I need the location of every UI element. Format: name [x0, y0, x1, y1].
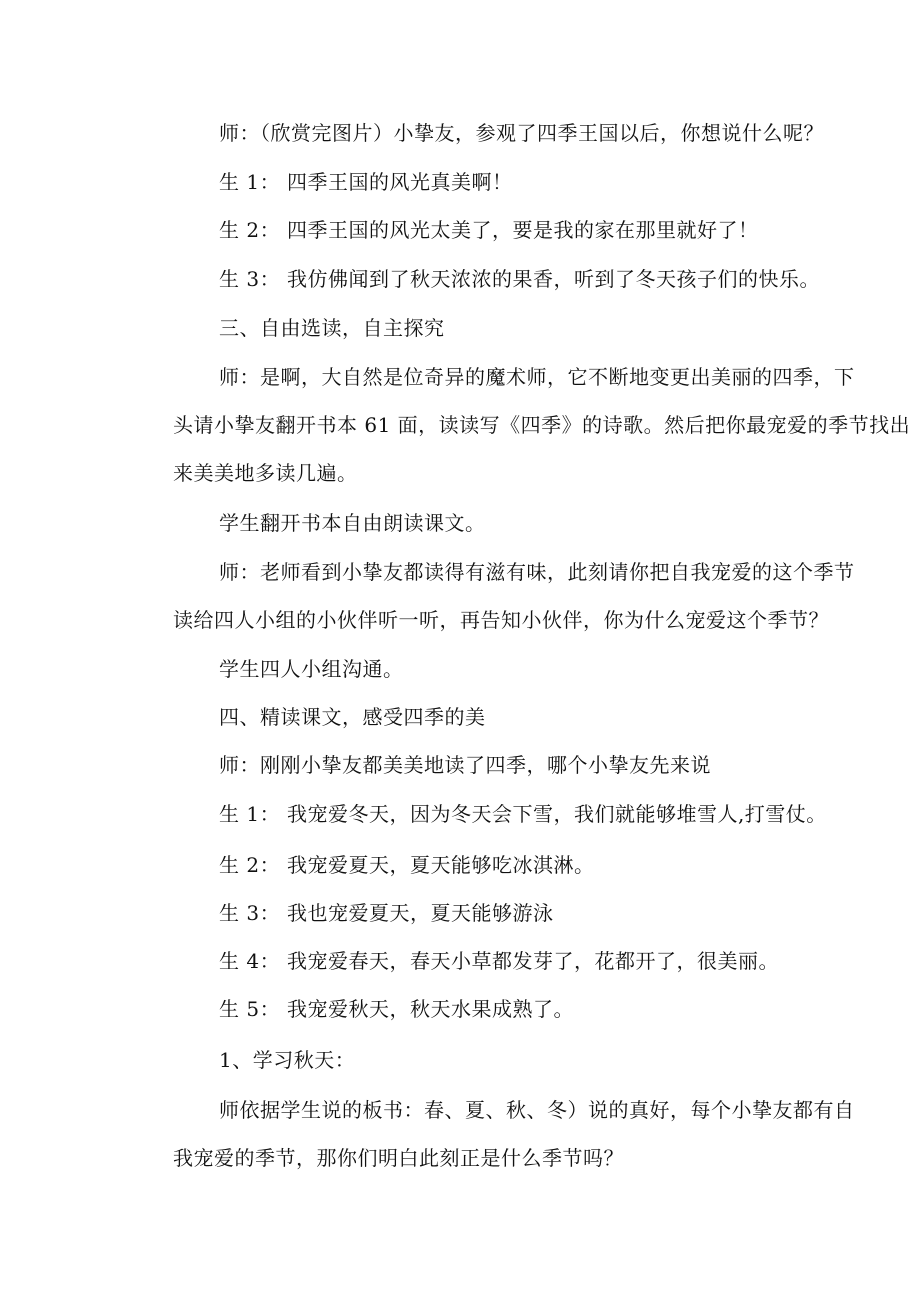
paragraph-teacher-instruction: [173, 367, 910, 483]
paragraph-line: 来美美地多读几遍。: [173, 461, 358, 485]
paragraph-group-talk: 学生四人小组沟通。: [219, 657, 404, 681]
paragraph-line: 师：老师看到小挚友都读得有滋有味，此刻请你把自我宠爱的这个季节: [219, 560, 855, 584]
paragraph-line: 我宠爱的季节，那你们明白此刻正是什么季节吗？: [173, 1146, 624, 1170]
paragraph-line: 头请小挚友翻开书本 61 面，读读写《四季》的诗歌。然后把你最宠爱的季节找出: [173, 413, 911, 437]
paragraph-students-read: 学生翻开书本自由朗读课文。: [219, 511, 486, 535]
paragraph-line: 师：是啊，大自然是位奇异的魔术师，它不断地变更出美丽的四季，下: [219, 365, 855, 389]
paragraph-answer-4: 生 4： 我宠爱春天，春天小草都发芽了，花都开了，很美丽。: [219, 949, 779, 973]
paragraph-line: 读给四人小组的小伙伴听一听，再告知小伙伴，你为什么宠爱这个季节？: [173, 608, 829, 632]
paragraph-answer-3: 生 3： 我也宠爱夏天，夏天能够游泳: [219, 901, 554, 925]
paragraph-answer-2: 生 2： 我宠爱夏天，夏天能够吃冰淇淋。: [219, 853, 595, 877]
paragraph-answer-5: 生 5： 我宠爱秋天，秋天水果成熟了。: [219, 997, 574, 1021]
section-heading-3: 三、自由选读，自主探究: [219, 316, 445, 340]
paragraph-student-2: 生 2： 四季王国的风光太美了，要是我的家在那里就好了！: [219, 218, 759, 242]
section-heading-4: 四、精读课文，感受四季的美: [219, 705, 486, 729]
paragraph-answer-1: 生 1： 我宠爱冬天，因为冬天会下雪，我们就能够堆雪人,打雪仗。: [219, 802, 827, 826]
paragraph-teacher-board: [173, 1100, 855, 1168]
paragraph-line: 师依据学生说的板书：春、夏、秋、冬）说的真好，每个小挚友都有自: [219, 1098, 855, 1122]
subsection-heading-autumn: 1、学习秋天：: [219, 1048, 356, 1072]
paragraph-student-3: 生 3： 我仿佛闻到了秋天浓浓的果香，听到了冬天孩子们的快乐。: [219, 267, 820, 291]
paragraph-teacher-group: [173, 562, 855, 630]
paragraph-student-1: 生 1： 四季王国的风光真美啊！: [219, 170, 513, 194]
paragraph-teacher-question: 师：（欣赏完图片）小挚友，参观了四季王国以后，你想说什么呢？: [219, 121, 824, 145]
paragraph-teacher-prompt: 师：刚刚小挚友都美美地读了四季，哪个小挚友先来说: [219, 753, 711, 777]
